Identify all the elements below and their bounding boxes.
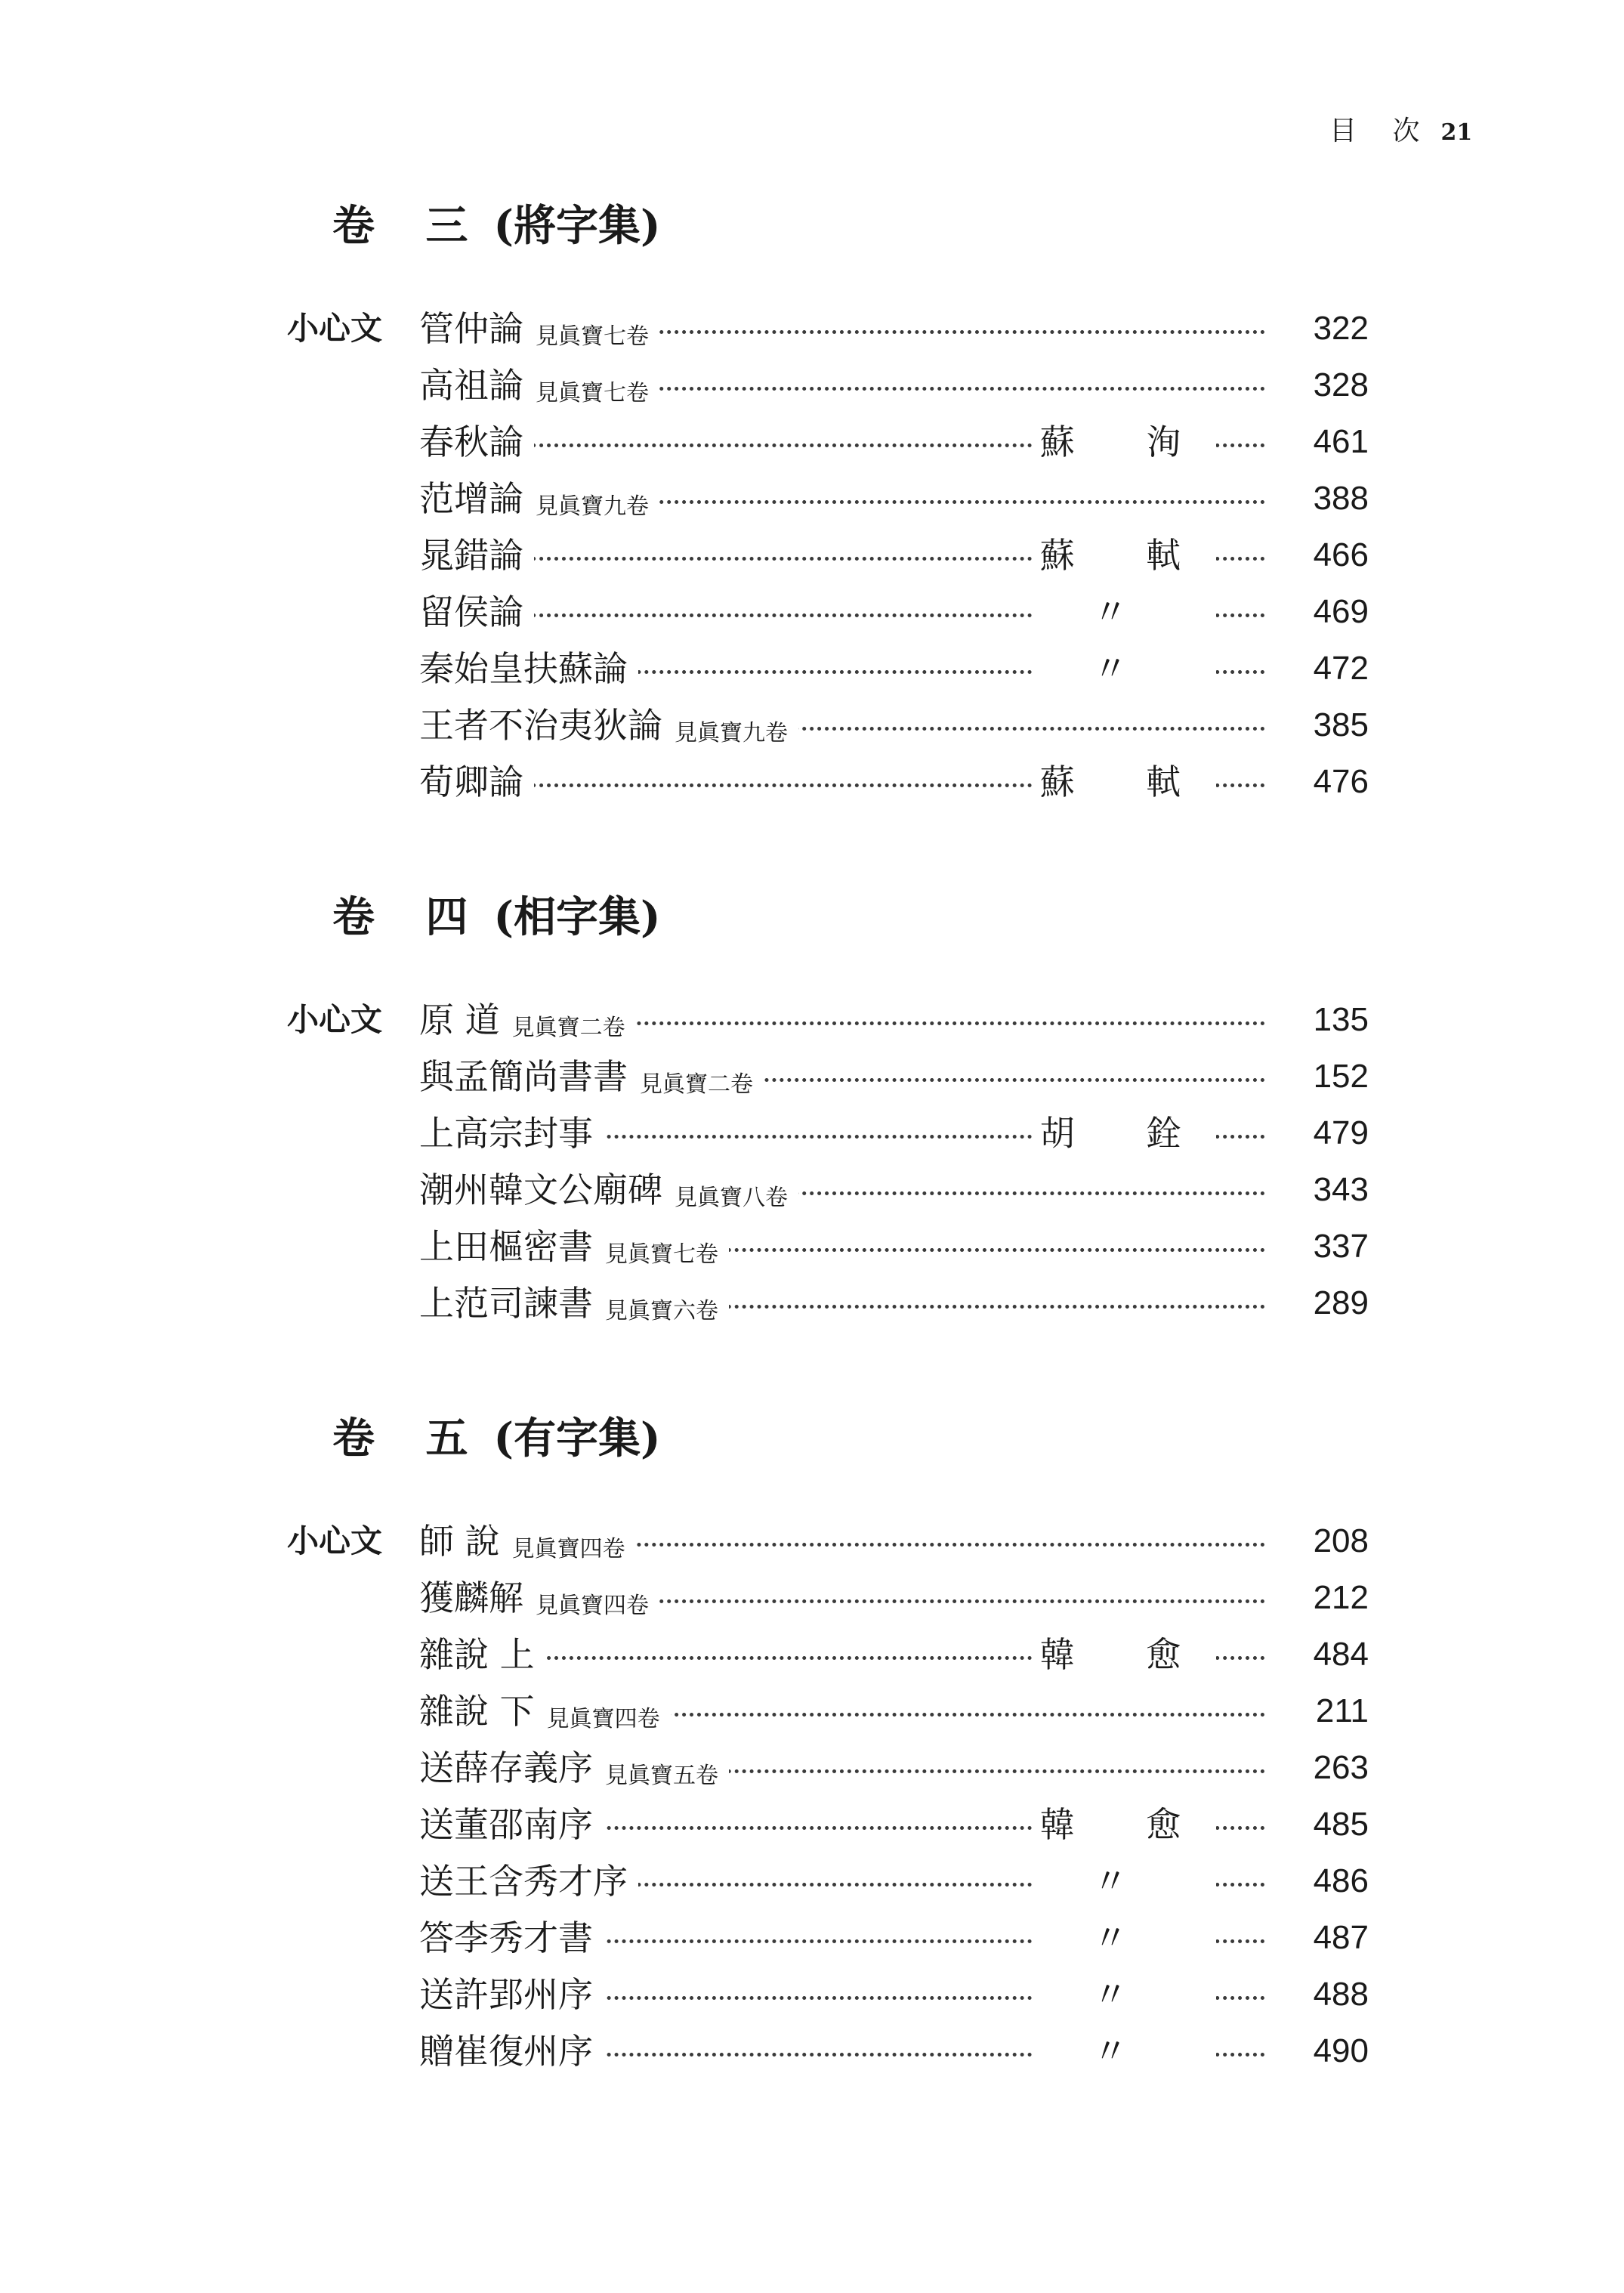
toc-entry[interactable]: [0, 1281, 1624, 1337]
header-page-number: 21: [1440, 119, 1473, 146]
entry-source-ref: 見眞寶六卷: [605, 1298, 718, 1324]
section-title: [332, 193, 661, 253]
toc-entry[interactable]: [0, 1859, 1624, 1915]
entry-page-number: 486: [1284, 1859, 1369, 1904]
section-collection: (將字集): [493, 201, 661, 251]
entry-title: 雜說 下 見眞寶四卷: [419, 1689, 671, 1742]
entry-title: 范增論 見眞寶九卷: [419, 476, 659, 530]
toc-entry[interactable]: [0, 1519, 1624, 1575]
toc-entry[interactable]: [0, 363, 1624, 419]
entry-source-ref: 見眞寶四卷: [546, 1706, 660, 1732]
entry-page-number: 289: [1284, 1281, 1369, 1326]
section-title: [332, 884, 661, 944]
entry-title: 與孟簡尚書書 見眞寶二卷: [419, 1054, 764, 1108]
entry-title: 上高宗封事: [419, 1111, 604, 1156]
entry-page-number: 263: [1284, 1745, 1369, 1791]
entry-author: 胡 銓: [1035, 1111, 1216, 1156]
entry-page-number: 484: [1284, 1632, 1369, 1677]
entry-source-ref: 見眞寶七卷: [605, 1241, 718, 1268]
toc-entry[interactable]: [0, 997, 1624, 1054]
entry-title: 上田樞密書 見眞寶七卷: [419, 1224, 729, 1278]
entry-source-ref: 見眞寶四卷: [536, 1593, 649, 1619]
entry-page-number: 211: [1284, 1689, 1369, 1734]
entry-page-number: 385: [1284, 703, 1369, 748]
toc-entry[interactable]: [0, 759, 1624, 816]
section-volume: 卷 五: [332, 1414, 486, 1463]
toc-entry[interactable]: [0, 476, 1624, 533]
toc-entry[interactable]: [0, 1972, 1624, 2029]
entry-page-number: 208: [1284, 1519, 1369, 1564]
entry-page-number: 469: [1284, 589, 1369, 635]
genre-label: 小心文: [287, 310, 383, 347]
entry-title: 送許郢州序: [419, 1972, 604, 2017]
toc-entry[interactable]: [0, 1689, 1624, 1745]
entry-author: 蘇 軾: [1035, 759, 1216, 805]
toc-entry[interactable]: [0, 1167, 1624, 1224]
entry-author: 韓 愈: [1035, 1802, 1216, 1847]
entry-page-number: 322: [1284, 306, 1369, 351]
entry-title: 送王含秀才序: [419, 1859, 638, 1904]
entry-title: 師 說 見眞寶四卷: [419, 1519, 636, 1572]
section-collection: (有字集): [493, 1414, 661, 1463]
entry-page-number: 488: [1284, 1972, 1369, 2017]
entry-source-ref: 見眞寶八卷: [675, 1185, 788, 1211]
entry-author: 〃: [1035, 2029, 1216, 2074]
entry-page-number: 388: [1284, 476, 1369, 521]
entry-page-number: 337: [1284, 1224, 1369, 1269]
entry-page-number: 479: [1284, 1111, 1369, 1156]
entry-page-number: 472: [1284, 646, 1369, 691]
toc-entry[interactable]: [0, 646, 1624, 703]
entry-source-ref: 見眞寶九卷: [536, 493, 649, 520]
entry-title: 荀卿論: [419, 759, 534, 805]
section-title: [332, 1405, 661, 1466]
entry-title: 答李秀才書: [419, 1915, 604, 1961]
entry-author: 〃: [1035, 1972, 1216, 2017]
entry-author: 〃: [1035, 1915, 1216, 1961]
entry-page-number: 476: [1284, 759, 1369, 805]
entry-page-number: 212: [1284, 1575, 1369, 1621]
genre-label: 小心文: [287, 1522, 383, 1559]
entry-page-number: 343: [1284, 1167, 1369, 1213]
entry-title: 潮州韓文公廟碑 見眞寶八卷: [419, 1167, 798, 1221]
entry-source-ref: 見眞寶九卷: [675, 720, 788, 746]
entry-source-ref: 見眞寶二卷: [511, 1015, 625, 1041]
entry-title: 王者不治夷狄論 見眞寶九卷: [419, 703, 798, 756]
entry-page-number: 461: [1284, 419, 1369, 465]
toc-entry[interactable]: [0, 703, 1624, 759]
entry-source-ref: 見眞寶四卷: [511, 1536, 625, 1562]
entry-page-number: 487: [1284, 1915, 1369, 1961]
entry-page-number: 328: [1284, 363, 1369, 408]
entry-title: 送董邵南序: [419, 1802, 604, 1847]
entry-author: 蘇 洵: [1035, 419, 1216, 465]
entry-title: 送薛存義序 見眞寶五卷: [419, 1745, 729, 1799]
toc-entry[interactable]: [0, 2029, 1624, 2085]
toc-entry[interactable]: [0, 1915, 1624, 1972]
entry-author: 〃: [1035, 1859, 1216, 1904]
toc-entry[interactable]: [0, 1111, 1624, 1167]
entry-page-number: 152: [1284, 1054, 1369, 1099]
running-header: [1329, 110, 1472, 148]
entry-source-ref: 見眞寶二卷: [640, 1071, 753, 1098]
section-collection: (相字集): [493, 892, 661, 942]
toc-entry[interactable]: [0, 589, 1624, 646]
entry-page-number: 466: [1284, 533, 1369, 578]
entry-page-number: 135: [1284, 997, 1369, 1043]
entry-title: 秦始皇扶蘇論: [419, 646, 638, 691]
entry-author: 〃: [1035, 646, 1216, 691]
entry-title: 上范司諫書 見眞寶六卷: [419, 1281, 729, 1334]
entry-page-number: 490: [1284, 2029, 1369, 2074]
toc-entry[interactable]: [0, 533, 1624, 589]
entry-author: 〃: [1035, 589, 1216, 635]
entry-author: 韓 愈: [1035, 1632, 1216, 1677]
entry-title: 贈崔復州序: [419, 2029, 604, 2074]
entry-title: 管仲論 見眞寶七卷: [419, 306, 659, 360]
entry-title: 獲麟解 見眞寶四卷: [419, 1575, 659, 1629]
entry-page-number: 485: [1284, 1802, 1369, 1847]
entry-author: 蘇 軾: [1035, 533, 1216, 578]
entry-source-ref: 見眞寶五卷: [605, 1763, 718, 1789]
genre-label: 小心文: [287, 1001, 383, 1038]
toc-entry[interactable]: [0, 1802, 1624, 1859]
entry-source-ref: 見眞寶七卷: [536, 380, 649, 406]
toc-entry[interactable]: [0, 1632, 1624, 1689]
toc-entry[interactable]: [0, 1054, 1624, 1111]
toc-entry[interactable]: [0, 419, 1624, 476]
entry-title: 高祖論 見眞寶七卷: [419, 363, 659, 416]
section-volume: 卷 四: [332, 892, 486, 942]
entry-source-ref: 見眞寶七卷: [536, 323, 649, 350]
toc-entry[interactable]: [0, 1575, 1624, 1632]
header-title: 目 次: [1329, 116, 1434, 147]
entry-title: 春秋論: [419, 419, 534, 465]
toc-entry[interactable]: [0, 306, 1624, 363]
toc-entry[interactable]: [0, 1745, 1624, 1802]
entry-title: 雜說 上: [419, 1632, 545, 1677]
toc-entry[interactable]: [0, 1224, 1624, 1281]
entry-title: 晁錯論: [419, 533, 534, 578]
entry-title: 原 道 見眞寶二卷: [419, 997, 636, 1051]
entry-title: 留侯論: [419, 589, 534, 635]
section-volume: 卷 三: [332, 201, 486, 251]
